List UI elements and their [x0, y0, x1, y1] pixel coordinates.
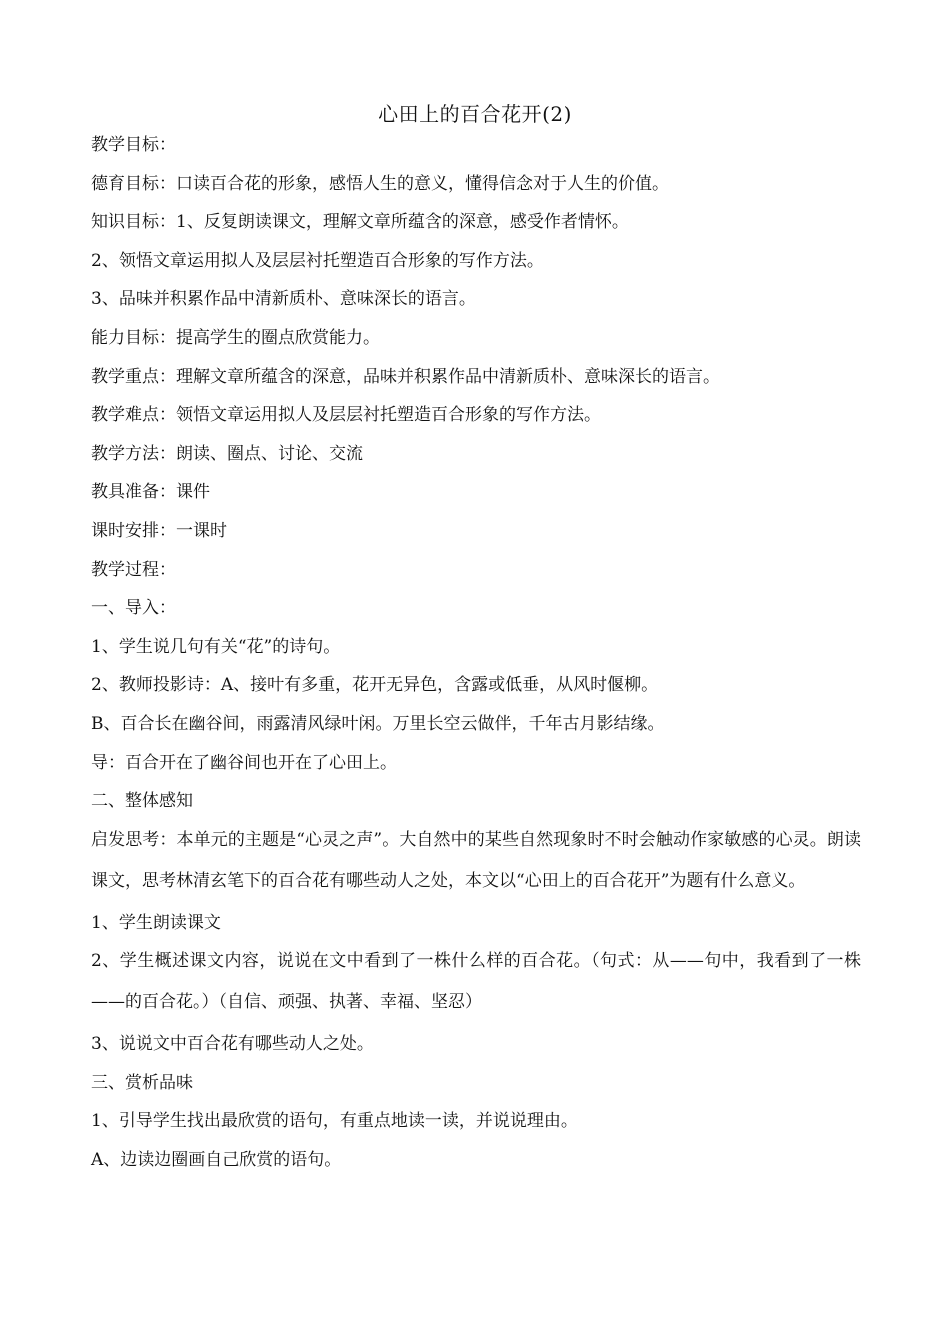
section-heading: 二、整体感知 [91, 791, 193, 812]
text-line: 1、学生朗读课文 [91, 912, 221, 933]
section-heading: 三、赏析品味 [91, 1072, 193, 1093]
text-line: 知识目标：1、反复朗读课文，理解文章所蕴含的深意，感受作者情怀。 [91, 212, 629, 233]
text-line: 教具准备：课件 [91, 482, 210, 503]
text-line: 2、教师投影诗：A、接叶有多重，花开无异色，含露或低垂，从风时偃柳。 [91, 675, 659, 696]
text-line: 教学方法：朗读、圈点、讨论、交流 [91, 443, 363, 464]
text-line: 能力目标：提高学生的圈点欣赏能力。 [91, 327, 380, 348]
text-line: 德育目标：口读百合花的形象，感悟人生的意义，懂得信念对于人生的价值。 [91, 173, 669, 194]
text-line: 2、领悟文章运用拟人及层层衬托塑造百合形象的写作方法。 [91, 250, 544, 271]
paragraph: 2、学生概述课文内容，说说在文中看到了一株什么样的百合花。（句式：从——句中，我看到了一株——的百合花。）（自信、顽强、执著、幸福、坚忍） [91, 951, 861, 1013]
text-line: 课时安排：一课时 [91, 520, 227, 541]
paragraph: 启发思考：本单元的主题是“心灵之声”。大自然中的某些自然现象时不时会触动作家敏感的心灵。朗读课文，思考林清玄笔下的百合花有哪些动人之处，本文以“心田上的百合花开”为题有什么意义。 [91, 829, 861, 891]
text-line: 3、说说文中百合花有哪些动人之处。 [91, 1034, 374, 1055]
text-line: 教学目标： [91, 135, 176, 155]
text-line: 教学过程： [91, 559, 176, 580]
text-line: 教学难点：领悟文章运用拟人及层层衬托塑造百合形象的写作方法。 [91, 405, 601, 426]
document-body [91, 126, 861, 1180]
text-line: B、百合长在幽谷间，雨露清风绿叶闲。万里长空云做伴，千年古月影结缘。 [91, 713, 665, 734]
text-line: 教学重点：理解文章所蕴含的深意，品味并积累作品中清新质朴、意味深长的语言。 [91, 366, 720, 387]
text-line: A、边读边圈画自己欣赏的语句。 [91, 1150, 342, 1171]
text-line: 3、品味并积累作品中清新质朴、意味深长的语言。 [91, 289, 476, 310]
text-line: 1、引导学生找出最欣赏的语句，有重点地读一读，并说说理由。 [91, 1111, 578, 1132]
text-line: 一、导入： [91, 598, 176, 619]
document-title: 心田上的百合花开(2) [378, 102, 572, 126]
text-line: 1、学生说几句有关“花”的诗句。 [91, 636, 341, 657]
text-line: 导：百合开在了幽谷间也开在了心田上。 [91, 752, 397, 773]
